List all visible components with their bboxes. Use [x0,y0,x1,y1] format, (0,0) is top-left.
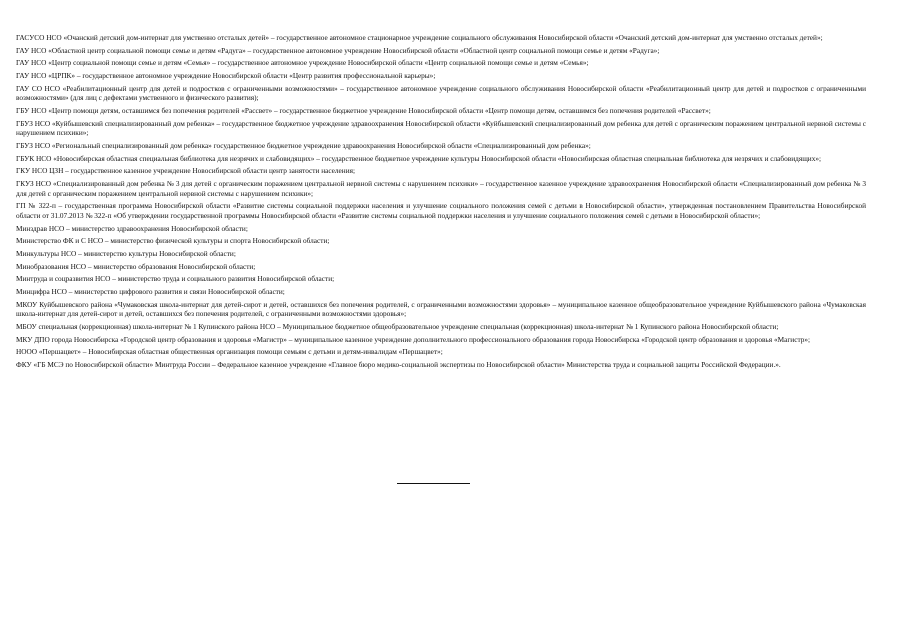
abbreviation-entry: Министерство ФК и С НСО – министерство физической культуры и спорта Новосибирской области; [16,236,330,246]
abbreviation-entry: ГБУЗ НСО «Куйбышевский специализированный дом ребенка» – государственное бюджетное учреждение здравоохранения Новосибирской области «Куйбышевский специализированный дом ребенка для детей с органическим поражением центральной нервной системы с нарушением психики»; [16,118,866,138]
abbreviation-entry: Минкультуры НСО – министерство культуры Новосибирской области; [16,249,236,258]
abbreviation-entry: ГАУ СО НСО «Реабилитационный центр для детей и подростков с ограниченными возможностями» – государственное автономное учреждение социального обслуживания Новосибирской области «Реабилитационный центр для детей и подростков с ограниченными возможностями» (для лиц с дефектами умственного и физического развития); [16,83,866,103]
abbreviation-entry: ФКУ «ГБ МСЭ по Новосибирской области» Минтруда России – Федеральное казенное учреждение «Главное бюро медико-социальной экспертизы по Новосибирской области» Министерства труда и социальной защиты Российской Федерации.». [16,360,781,370]
abbreviation-entry: Минцифра НСО – министерство цифрового развития и связи Новосибирской области; [16,287,285,297]
abbreviation-entry: ГБУЗ НСО «Региональный специализированный дом ребенка» государственное бюджетное учреждение здравоохранения Новосибирской области «Специализированный дом ребенка»; [16,141,591,150]
abbreviation-entry: ГАУ НСО «ЦРПК» – государственное автономное учреждение Новосибирской области «Центр развития профессиональной карьеры»; [16,71,436,81]
abbreviation-entry: Минздрав НСО – министерство здравоохранения Новосибирской области; [16,223,248,233]
abbreviation-entry: ГП № 322-п – государственная программа Новосибирской области «Развитие системы социальной поддержки населения и улучшение социального положения семей с детьми в Новосибирской области», утвержденная постановлением Правительства Новосибирской области от 31.07.2013 № 322-п «Об утверждении государственной программы Новосибирской области «Развитие системы социальной поддержки населения и улучшение социального положения семей с детьми в Новосибирской области»; [16,201,866,220]
abbreviation-entry: ГБУК НСО «Новосибирская областная специальная библиотека для незрячих и слабовидящих» – государственное бюджетное учреждение культуры Новосибирской области «Новосибирская областная специальная библиотека для незрячих и слабовидящих»; [16,153,822,163]
abbreviation-entry: МКОУ Куйбышевского района «Чумаковская школа-интернат для детей-сирот и детей, оставшихся без попечения родителей, с ограниченными возможностями здоровья» – муниципальное казенное общеобразовательное учреждение Куйбышевского района «Чумаковская школа-интернат для детей-сирот и детей, оставшихся без попечения родителей, с ограниченными возможностями здоровья»; [16,299,866,319]
document-body [16,33,866,373]
abbreviation-entry: Минтруда и соцразвития НСО – министерство труда и социального развития Новосибирской области; [16,274,335,284]
abbreviation-entry: МКУ ДПО города Новосибирска «Городской центр образования и здоровья «Магистр» – муниципальное казенное учреждение дополнительного профессионального образования города Новосибирска «Городской центр образования и здоровья «Магистр»; [16,334,811,344]
end-divider-line [397,483,470,484]
abbreviation-entry: ГАСУСО НСО «Очанский детский дом-интернат для умственно отсталых детей» – государственное автономное стационарное учреждение социального обслуживания Новосибирской области «Очанский детский дом-интернат для умственно отсталых детей»; [16,33,823,42]
abbreviation-entry: ГБУ НСО «Центр помощи детям, оставшимся без попечения родителей «Рассвет» – государственное бюджетное учреждение Новосибирской области «Центр помощи детям, оставшимся без попечения родителей «Рассвет»; [16,106,711,116]
abbreviation-entry: ГКУЗ НСО «Специализированный дом ребенка № 3 для детей с органическим поражением центральной нервной системы с нарушением психики» – государственное казенное учреждение здравоохранения Новосибирской области «Специализированный дом ребенка № 3 для детей с органическим поражением центральной нервной системы с нарушением психики»; [16,179,866,198]
abbreviation-entry: ГАУ НСО «Областной центр социальной помощи семье и детям «Радуга» – государственное автономное учреждение Новосибирской области «Областной центр социальной помощи семье и детям «Радуга»; [16,45,660,55]
abbreviation-entry: ГАУ НСО «Центр социальной помощи семье и детям «Семья» – государственное автономное учреждение Новосибирской области «Центр социальной помощи семье и детям «Семья»; [16,58,589,68]
abbreviation-entry: НООО «Першацвет» – Новосибирская областная общественная организация помощи семьям с детьми и детям-инвалидам «Першацвет»; [16,347,443,357]
abbreviation-entry: Минобразования НСО – министерство образования Новосибирской области; [16,261,256,271]
abbreviation-entry: ГКУ НСО ЦЗН – государственное казенное учреждение Новосибирской области центр занятости населения; [16,166,355,176]
abbreviation-entry: МБОУ специальная (коррекционная) школа-интернат № 1 Купинского района НСО – Муниципальное бюджетное общеобразовательное учреждение специальная (коррекционная) школа-интернат № 1 Купинского района Новосибирской области; [16,322,779,332]
